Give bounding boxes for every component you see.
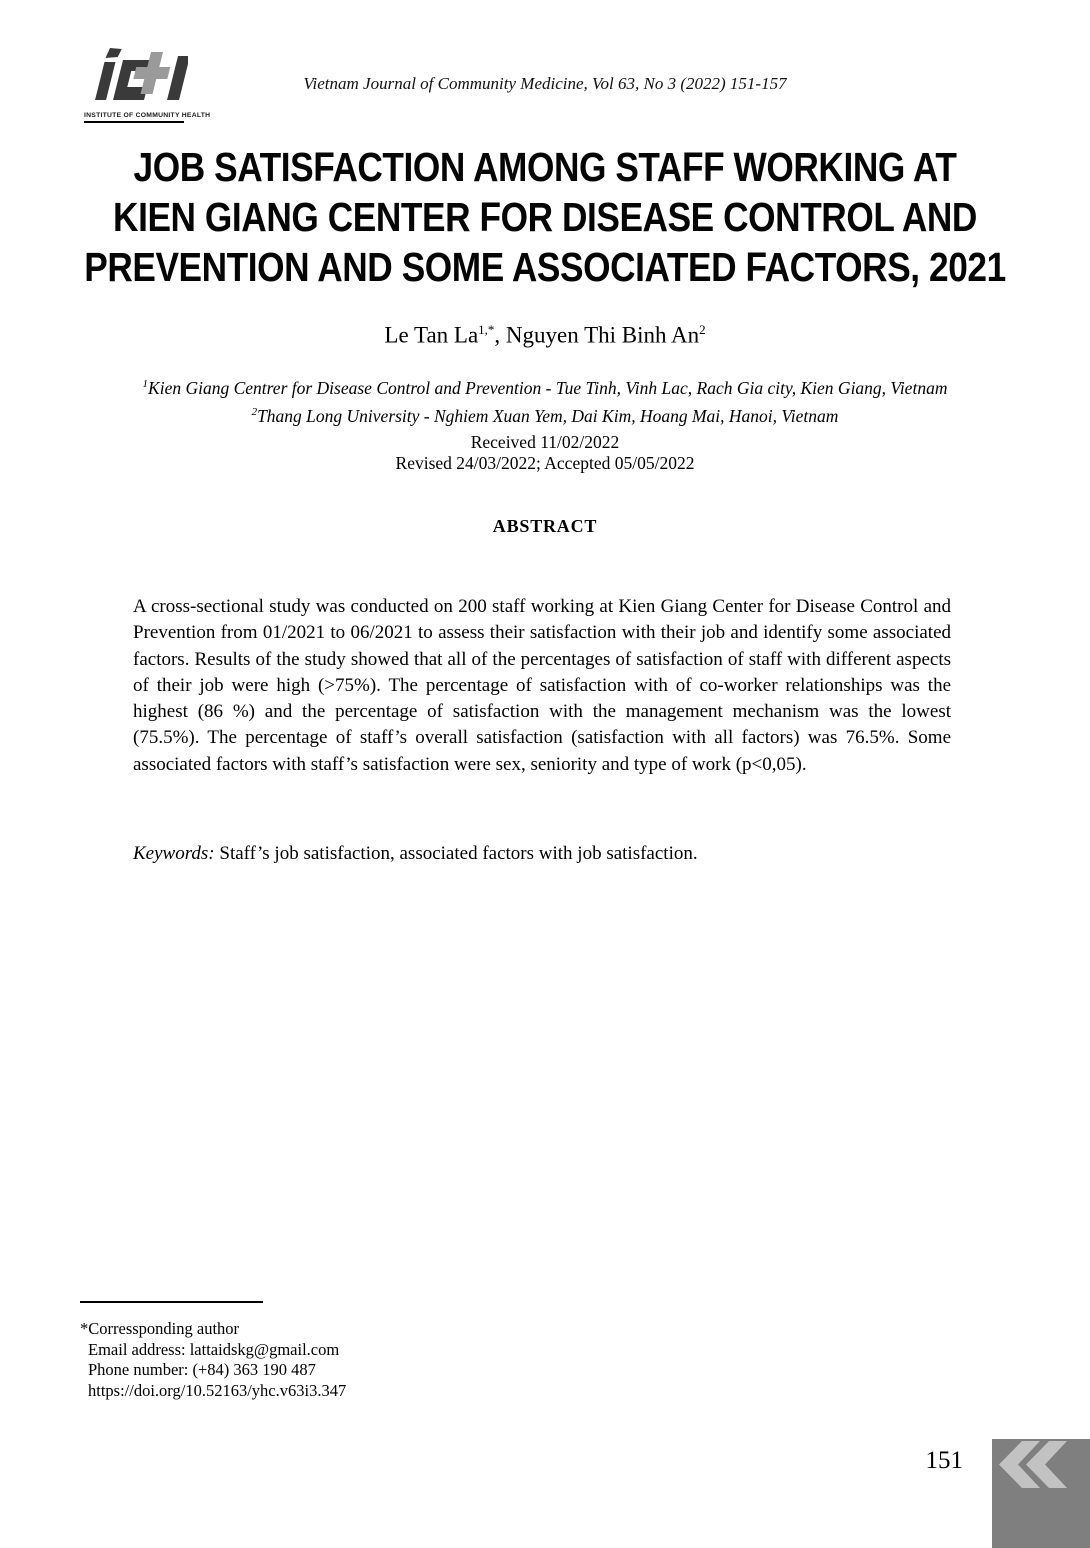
author-2-superscript: 2 bbox=[699, 322, 706, 337]
affiliation-2-superscript: 2 bbox=[251, 405, 258, 418]
double-chevron-left-icon bbox=[999, 1441, 1067, 1488]
corner-ornament bbox=[992, 1439, 1090, 1548]
corresponding-phone: Phone number: (+84) 363 190 487 bbox=[88, 1360, 316, 1379]
revised-accepted-dates: Revised 24/03/2022; Accepted 05/05/2022 bbox=[395, 453, 695, 473]
doi-link: https://doi.org/10.52163/yhc.v63i3.347 bbox=[88, 1380, 347, 1400]
keywords-line bbox=[133, 843, 951, 865]
affiliations-block bbox=[0, 372, 1090, 428]
journal-header-line: Vietnam Journal of Community Medicine, Vol 63, No 3 (2022) 151-157 bbox=[303, 74, 787, 93]
author-1-superscript: 1,* bbox=[478, 322, 495, 337]
paper-title bbox=[0, 142, 1090, 292]
received-date: Received 11/02/2022 bbox=[470, 432, 620, 452]
dates-block bbox=[0, 432, 1090, 474]
affiliation-1 bbox=[0, 372, 1090, 400]
abstract-heading: ABSTRACT bbox=[492, 516, 598, 536]
footnote-block bbox=[80, 1301, 346, 1401]
author-2-name: Nguyen Thi Binh An bbox=[505, 322, 700, 348]
affiliation-2 bbox=[0, 400, 1090, 428]
author-1-name: Le Tan La bbox=[384, 322, 479, 348]
affiliation-1-superscript: 1 bbox=[142, 378, 149, 390]
keywords-label: Keywords: bbox=[133, 843, 215, 864]
title-line-1: JOB SATISFACTION AMONG STAFF WORKING AT bbox=[133, 144, 957, 190]
affiliation-2-text: Thang Long University - Nghiem Xuan Yem, Dai Kim, Hoang Mai, Hanoi, Vietnam bbox=[257, 405, 839, 426]
title-line-3: PREVENTION AND SOME ASSOCIATED FACTORS, 2021 bbox=[84, 244, 1006, 290]
logo-caption: INSTITUTE OF COMMUNITY HEALTH bbox=[84, 112, 211, 119]
keywords-text: Staff’s job satisfaction, associated factors with job satisfaction. bbox=[214, 843, 698, 864]
authors-line bbox=[0, 322, 1090, 349]
logo-underline bbox=[84, 121, 184, 123]
footnote-divider bbox=[80, 1301, 263, 1303]
affiliation-1-text: Kien Giang Centrer for Disease Control and Prevention - Tue Tinh, Vinh Lac, Rach Gia city, Kien Giang, Vietnam bbox=[148, 377, 948, 398]
corresponding-email: Email address: lattaidskg@gmail.com bbox=[88, 1339, 340, 1359]
title-line-2: KIEN GIANG CENTER FOR DISEASE CONTROL AND bbox=[113, 194, 977, 240]
page-number: 151 bbox=[925, 1447, 963, 1474]
abstract-paragraph: A cross-sectional study was conducted on 200 staff working at Kien Giang Center for Disease Control and Prevention from 01/2021 to 06/2021 to assess their satisfaction with their job and identify some associated factors. Results of the study showed that all of the percentages of satisfaction of staff with different aspects of their job were high (>75%). The percentage of satisfaction with of co-worker relationships was the highest (86 %) and the percentage of satisfaction with the management mechanism was the lowest (75.5%). The percentage of staff’s overall satisfaction (satisfaction with all factors) was 76.5%. Some associated factors with staff’s satisfaction were sex, seniority and type of work (p<0,05). bbox=[133, 596, 951, 775]
author-separator: , bbox=[494, 322, 506, 348]
corresponding-author-note: *Corressponding author bbox=[80, 1319, 240, 1338]
